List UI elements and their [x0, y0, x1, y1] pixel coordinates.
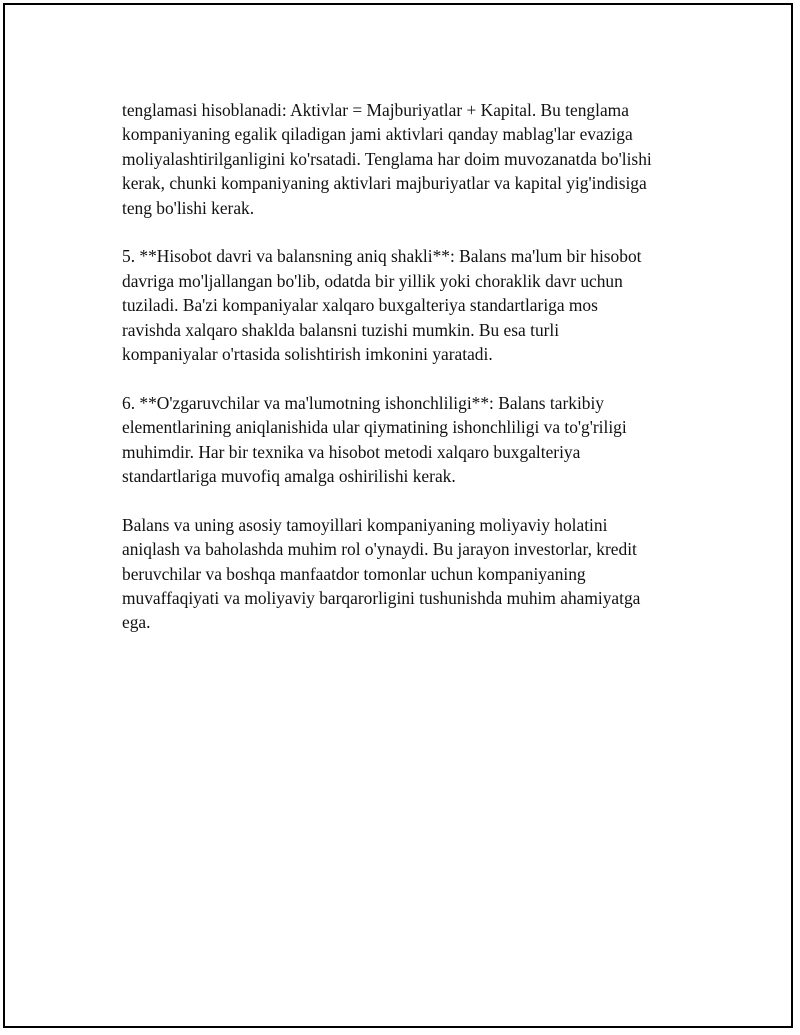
text-line: kerak, chunki kompaniyaning aktivlari majburiyatlar va kapital yig'indisiga: [122, 173, 647, 194]
text-line: kompaniyaning egalik qiladigan jami aktivlari qanday mablag'lar evaziga: [122, 124, 633, 145]
text-line: muhimdir. Har bir texnika va hisobot metodi xalqaro buxgalteriya: [122, 441, 581, 462]
text-line: tuziladi. Ba'zi kompaniyalar xalqaro buxgalteriya standartlariga mos: [122, 295, 598, 316]
text-line: standartlariga muvofiq amalga oshirilishi kerak.: [122, 466, 456, 487]
document-body: [122, 98, 702, 659]
text-line: elementlarining aniqlanishida ular qiymatining ishonchliligi va to'g'riligi: [122, 417, 627, 438]
text-line: Balans va uning asosiy tamoyillari kompaniyaning moliyaviy holatini: [122, 514, 608, 535]
text-line: teng bo'lishi kerak.: [122, 197, 255, 218]
text-line: beruvchilar va boshqa manfaatdor tomonlar uchun kompaniyaning: [122, 563, 586, 584]
text-line: ega.: [122, 612, 151, 633]
text-line: moliyalashtirilganligini ko'rsatadi. Tenglama har doim muvozanatda bo'lishi: [122, 148, 652, 169]
text-line: 6. **O'zgaruvchilar va ma'lumotning ishonchliligi**: Balans tarkibiy: [122, 392, 605, 413]
paragraph-reporting-period: [122, 244, 702, 366]
paragraph-reliability: [122, 391, 702, 489]
page-frame: [3, 3, 793, 1028]
paragraph-conclusion: [122, 513, 702, 635]
paragraph-equation: [122, 98, 702, 220]
text-line: kompaniyalar o'rtasida solishtirish imkonini yaratadi.: [122, 344, 493, 365]
text-line: aniqlash va baholashda muhim rol o'ynaydi. Bu jarayon investorlar, kredit: [122, 539, 637, 560]
text-line: davriga mo'ljallangan bo'lib, odatda bir yillik yoki choraklik davr uchun: [122, 270, 623, 291]
text-line: muvaffaqiyati va moliyaviy barqarorligini tushunishda muhim ahamiyatga: [122, 588, 641, 609]
text-line: 5. **Hisobot davri va balansning aniq shakli**: Balans ma'lum bir hisobot: [122, 246, 642, 267]
text-line: ravishda xalqaro shaklda balansni tuzishi mumkin. Bu esa turli: [122, 319, 560, 340]
text-line: tenglamasi hisoblanadi: Aktivlar = Majburiyatlar + Kapital. Bu tenglama: [122, 100, 629, 120]
